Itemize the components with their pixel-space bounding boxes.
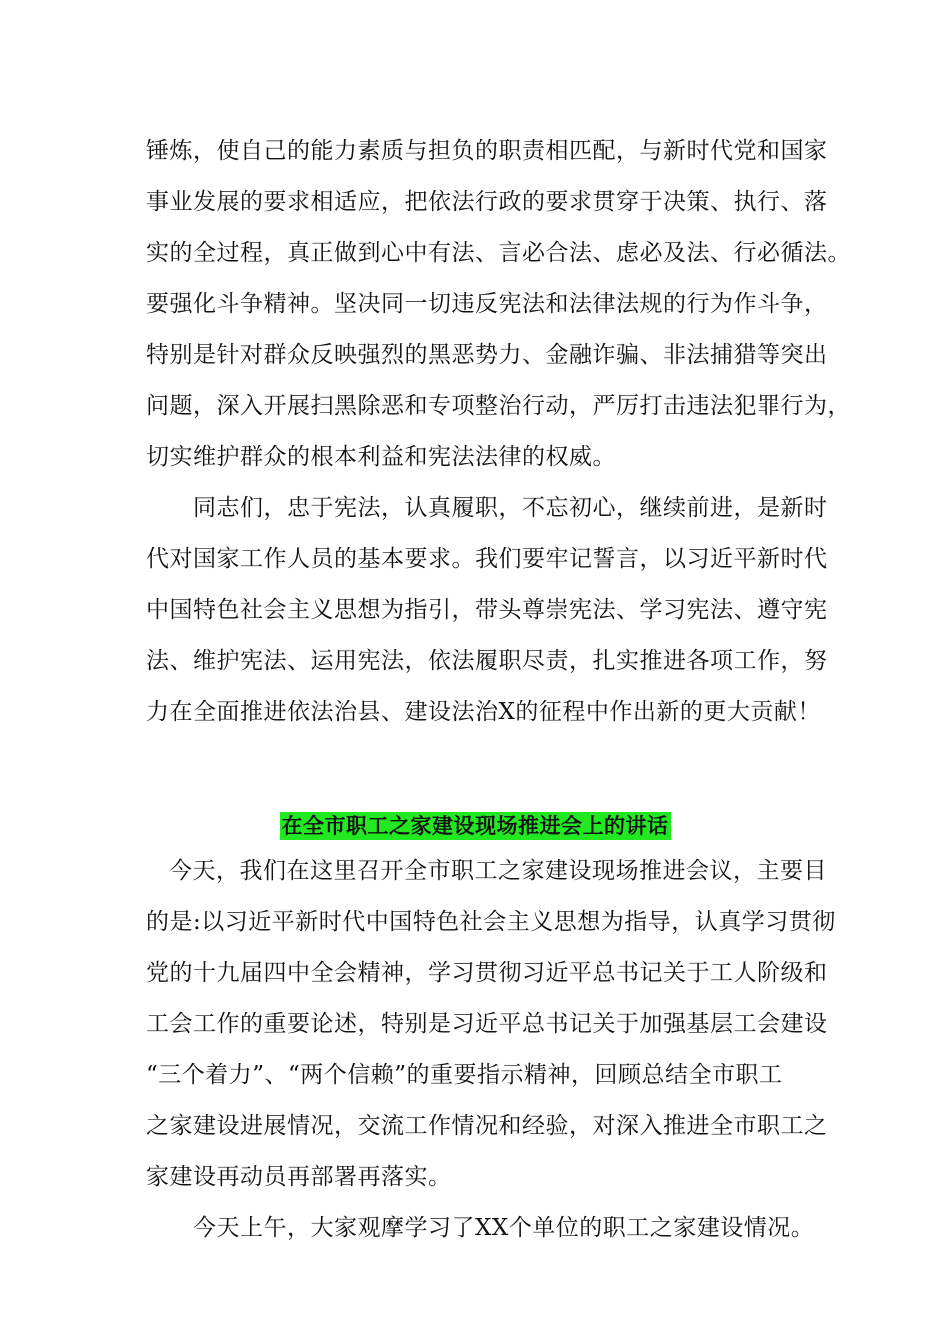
text-line: 今天，我们在这里召开全市职工之家建设现场推进会议，主要目 bbox=[169, 858, 827, 884]
text-line: 代对国家工作人员的基本要求。我们要牢记誓言，以习近平新时代 bbox=[146, 546, 828, 572]
text-line: 法、维护宪法、运用宪法，依法履职尽责，扎实推进各项工作，努 bbox=[146, 648, 828, 674]
text-line: 切实维护群众的根本利益和宪法法律的权威。 bbox=[146, 444, 616, 470]
text-line: 工会工作的重要论述，特别是习近平总书记关于加强基层工会建设 bbox=[146, 1011, 828, 1037]
text-line: 特别是针对群众反映强烈的黑恶势力、金融诈骗、非法捕猎等突出 bbox=[146, 342, 828, 368]
speech-title-wrap bbox=[0, 812, 950, 840]
text-line: 中国特色社会主义思想为指引，带头尊崇宪法、学习宪法、遵守宪 bbox=[146, 597, 828, 623]
text-line: 家建设再动员再部署再落实。 bbox=[146, 1164, 452, 1190]
text-line: 事业发展的要求相适应，把依法行政的要求贯穿于决策、执行、落 bbox=[146, 189, 828, 215]
text-line: 实的全过程，真正做到心中有法、言必合法、虑必及法、行必循法。 bbox=[146, 240, 851, 266]
text-line: 锤炼，使自己的能力素质与担负的职责相匹配，与新时代党和国家 bbox=[146, 138, 828, 164]
text-line: 同志们，忠于宪法，认真履职，不忘初心，继续前进，是新时 bbox=[193, 495, 828, 521]
text-line: “三个着力”、“两个信赖”的重要指示精神，回顾总结全市职工 bbox=[146, 1062, 783, 1088]
text-line: 党的十九届四中全会精神，学习贯彻习近平总书记关于工人阶级和 bbox=[146, 960, 828, 986]
speech-title: 在全市职工之家建设现场推进会上的讲话 bbox=[281, 814, 669, 838]
text-line: 力在全面推进依法治县、建设法治X的征程中作出新的更大贡献！ bbox=[146, 699, 821, 725]
text-line: 今天上午，大家观摩学习了XX个单位的职工之家建设情况。 bbox=[193, 1215, 815, 1241]
text-line: 之家建设进展情况，交流工作情况和经验，对深入推进全市职工之 bbox=[146, 1113, 828, 1139]
text-line: 问题，深入开展扫黑除恶和专项整治行动，严厉打击违法犯罪行为， bbox=[146, 393, 851, 419]
text-line: 的是:以习近平新时代中国特色社会主义思想为指导，认真学习贯彻 bbox=[146, 909, 836, 935]
text-line: 要强化斗争精神。坚决同一切违反宪法和法律法规的行为作斗争， bbox=[146, 291, 828, 317]
